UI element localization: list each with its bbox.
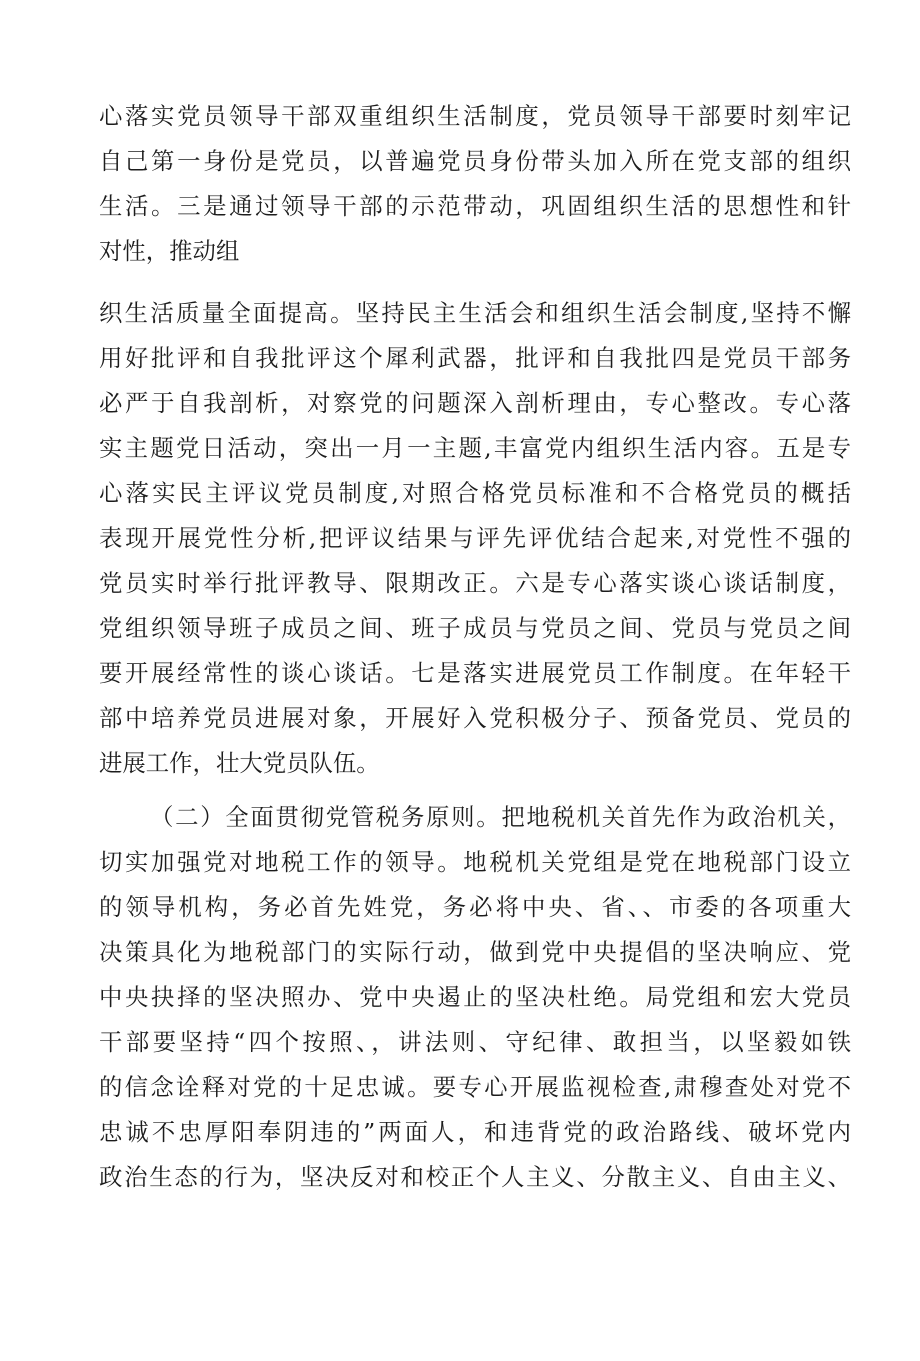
text-line: 进展工作，壮大党员队伍。 (99, 749, 380, 777)
text-line: 用好批评和自我批评这个犀利武器，批评和自我批四是党员干部务 (99, 344, 851, 372)
text-line: 中央抉择的坚决照办、党中央遏止的坚决杜绝。局党组和宏大党员 (99, 983, 851, 1011)
text-line: 部中培养党员进展对象，开展好入党积极分子、预备党员、党员的 (99, 704, 851, 732)
text-line: 要开展经常性的谈心谈话。七是落实进展党员工作制度。在年轻干 (99, 659, 851, 687)
text-line: 忠诚不忠厚阳奉阴违的”两面人，和违背党的政治路线、破坏党内 (99, 1118, 851, 1146)
text-line: 生活。三是通过领导干部的示范带动，巩固组织生活的思想性和针 (99, 192, 851, 220)
text-line: 表现开展党性分析,把评议结果与评先评优结合起来,对党性不强的 (99, 524, 851, 552)
paragraph-start-line: （二）全面贯彻党管税务原则。把地税机关首先作为政治机关， (150, 803, 851, 831)
text-line: 的信念诠释对党的十足忠诚。要专心开展监视检查,肃穆查处对党不 (99, 1073, 851, 1101)
text-line: 织生活质量全面提高。坚持民主生活会和组织生活会制度,坚持不懈 (99, 299, 851, 327)
text-line: 干部要坚持“四个按照、，讲法则、守纪律、敢担当，以坚毅如铁 (99, 1028, 851, 1056)
text-line: 心落实民主评议党员制度,对照合格党员标准和不合格党员的概括 (99, 479, 851, 507)
text-line: 切实加强党对地税工作的领导。地税机关党组是党在地税部门设立 (99, 848, 851, 876)
text-line: 对性，推动组 (99, 237, 240, 265)
text-line: 的领导机构，务必首先姓党，务必将中央、省、、市委的各项重大 (99, 893, 851, 921)
text-line: 必严于自我剖析，对察党的问题深入剖析理由，专心整改。专心落 (99, 389, 851, 417)
text-line: 党员实时举行批评教导、限期改正。六是专心落实谈心谈话制度， (99, 569, 851, 597)
text-line: 心落实党员领导干部双重组织生活制度，党员领导干部要时刻牢记 (99, 102, 851, 130)
text-line: 党组织领导班子成员之间、班子成员与党员之间、党员与党员之间 (99, 614, 851, 642)
text-line: 政治生态的行为，坚决反对和校正个人主义、分散主义、自由主义、 (99, 1163, 851, 1191)
text-line: 实主题党日活动，突出一月一主题,丰富党内组织生活内容。五是专 (99, 434, 851, 462)
text-line: 决策具化为地税部门的实际行动，做到党中央提倡的坚决响应、党 (99, 938, 851, 966)
text-line: 自己第一身份是党员，以普遍党员身份带头加入所在党支部的组织 (99, 147, 851, 175)
